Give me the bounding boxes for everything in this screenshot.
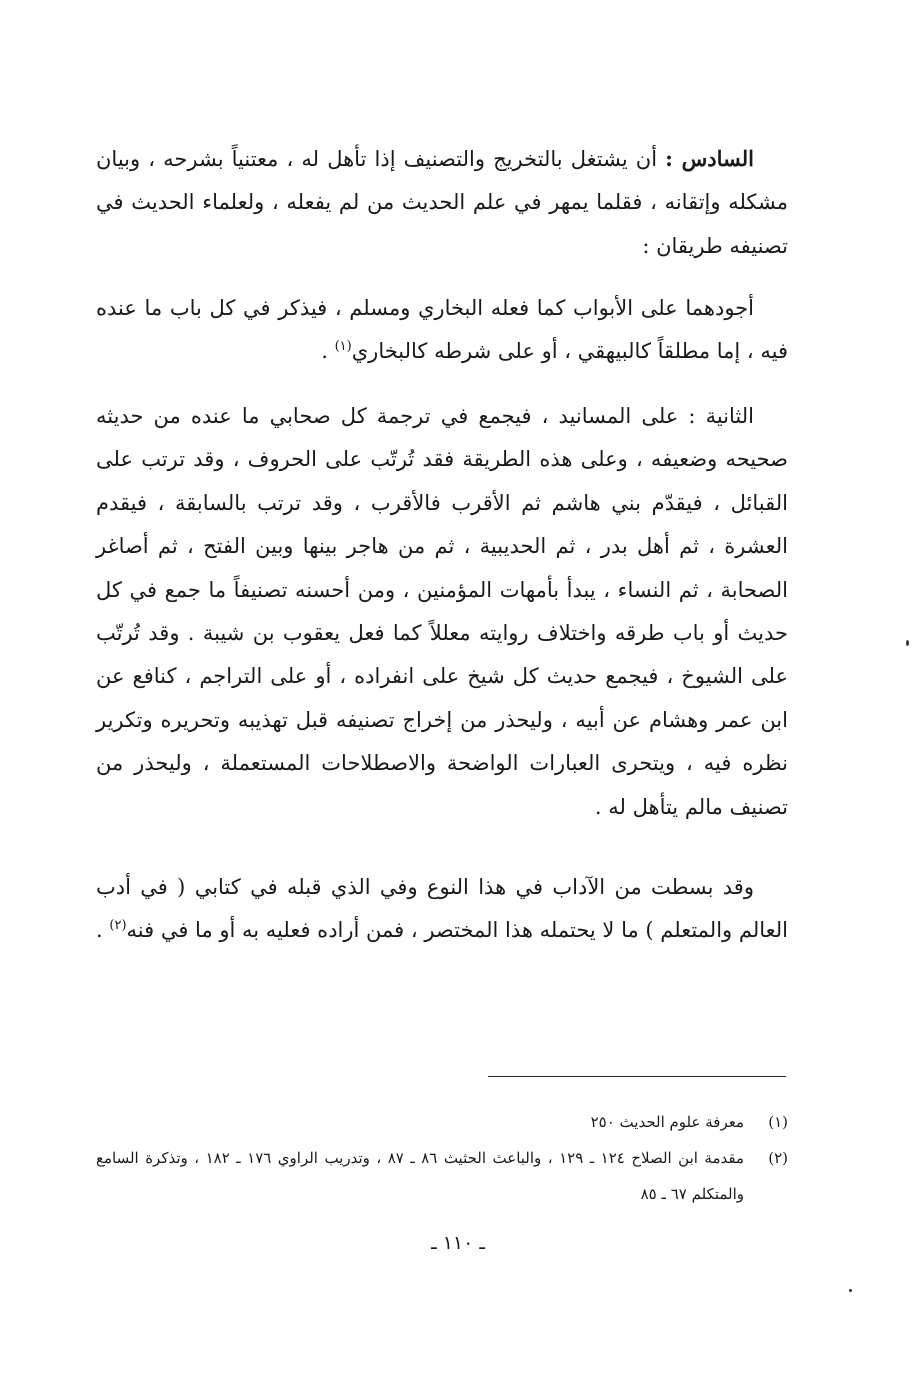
page-number: ـ ١١٠ ـ	[431, 1232, 485, 1254]
paragraph-first-method	[96, 287, 788, 374]
paragraph-text: أن يشتغل بالتخريج والتصنيف إذا تأهل له ، معتنياً بشرحه ، وبيان مشكله وإتقانه ، فقلما يمهر في علم الحديث من لم يفعله ، ولعلماء الحديث في تصنيفه طريقان :	[96, 147, 788, 258]
footnote-text: معرفة علوم الحديث ٢٥٠	[590, 1113, 744, 1131]
scan-speck	[906, 640, 909, 646]
footnote-1	[96, 1104, 788, 1140]
paragraph-tail: .	[321, 339, 335, 364]
paragraph-closing	[96, 866, 788, 953]
paragraph-tail: .	[96, 918, 110, 943]
paragraph-text: أجودهما على الأبواب كما فعله البخاري ومسلم ، فيذكر في كل باب ما عنده فيه ، إما مطلقاً كالبيهقي ، أو على شرطه كالبخاري	[96, 296, 788, 364]
footnote-number: (٢)	[768, 1149, 788, 1167]
section-lead-word: السادس :	[665, 146, 754, 171]
footnote-separator	[488, 1076, 786, 1077]
paragraph-text: الثانية : على المسانيد ، فيجمع في ترجمة كل صحابي ما عنده من حديثه صحيحه وضعيفه ، وعلى هذه الطريقة فقد تُرتّب على الحروف ، وقد ترتب على القبائل ، فيقدّم بني هاشم ثم الأقرب فالأقرب ، وقد ترتب بالسابقة ، فيقدم العشرة ، ثم أهل بدر ، ثم الحديبية ، ثم من هاجر بينها وبين الفتح ، ثم أصاغر الصحابة ، ثم النساء ، يبدأ بأمهات المؤمنين ، ومن أحسنه تصنيفاً ما جمع في كل حديث أو باب طرقه واختلاف روايته معللاً كما فعل يعقوب بن شيبة . وقد تُرتّب على الشيوخ ، فيجمع حديث كل شيخ على انفراده ، أو على التراجم ، كنافع عن ابن عمر وهشام عن أبيه ، وليحذر من إخراج تصنيفه قبل تهذيبه وتحريره وتكرير نظره فيه ، ويتحرى العبارات الواضحة والاصطلاحات المستعملة ، وليحذر من تصنيف مالم يتأهل له .	[96, 404, 788, 819]
footnote-number: (١)	[768, 1113, 788, 1131]
footnote-reference-2[interactable]: (٢)	[109, 918, 127, 934]
paragraph-text: وقد بسطت من الآداب في هذا النوع وفي الذي قبله في كتابي ( في أدب العالم والمتعلم ) ما لا يحتمله هذا المختصر ، فمن أراده فعليه به أو ما في فنه	[96, 875, 788, 943]
paragraph-sixth	[96, 137, 788, 268]
footnote-2	[96, 1140, 788, 1212]
scan-speck	[849, 1289, 852, 1292]
footnote-text: مقدمة ابن الصلاح ١٢٤ ـ ١٢٩ ، والباعث الحثيث ٨٦ ـ ٨٧ ، وتدريب الراوي ١٧٦ ـ ١٨٢ ، وتذكرة السامع والمتكلم ٦٧ ـ ٨٥	[96, 1149, 745, 1203]
footnote-reference-1[interactable]: (١)	[334, 339, 352, 355]
paragraph-second-method	[96, 395, 788, 829]
